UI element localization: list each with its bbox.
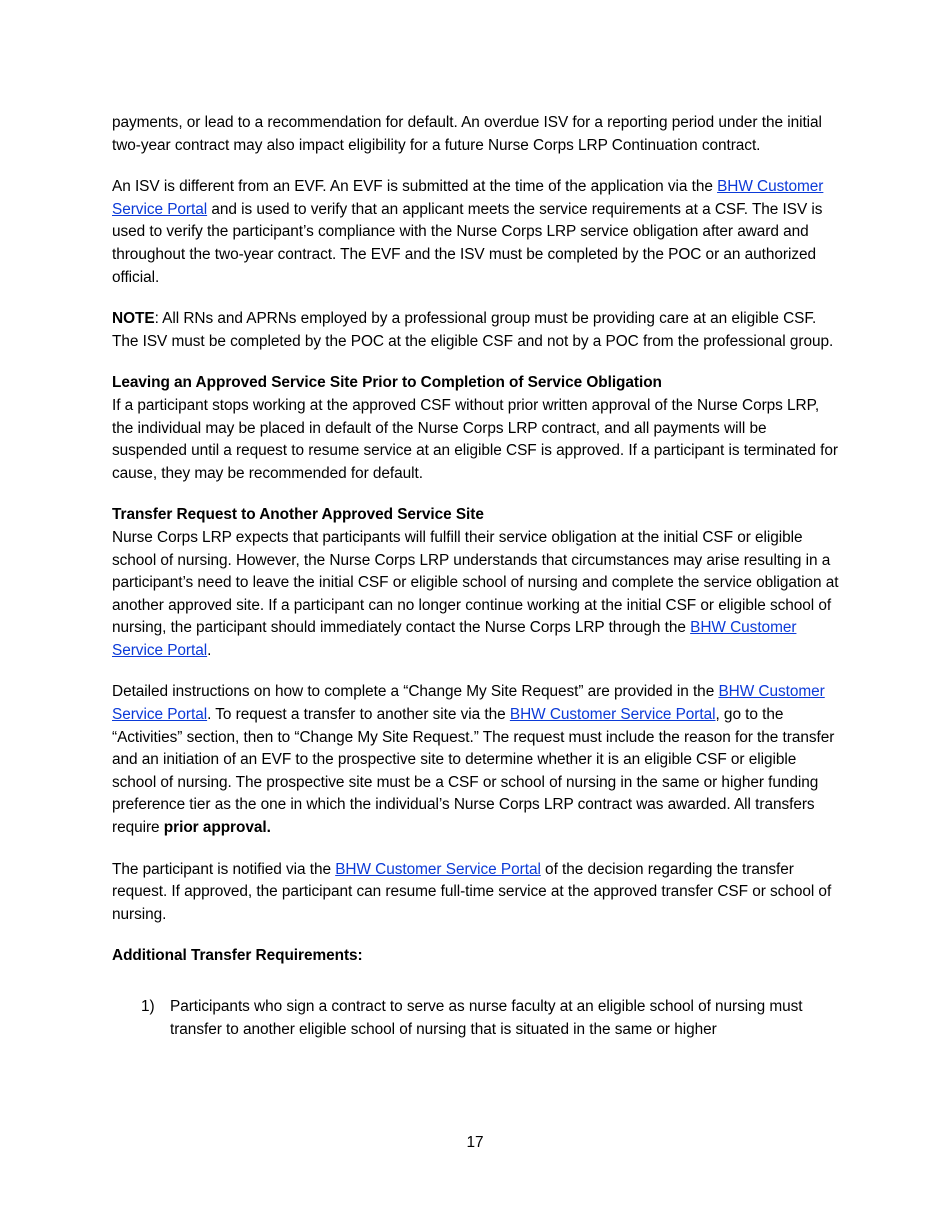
section-leaving-site <box>112 372 840 485</box>
paragraph-notification <box>112 859 840 927</box>
section-transfer-request <box>112 504 840 662</box>
paragraph-text: payments, or lead to a recommendation for default. An overdue ISV for a reporting period under the initial two-year contract may also impact eligibility for a future Nurse Corps LRP Continuation contract. <box>112 114 822 154</box>
list-item-number: 1) <box>141 998 155 1015</box>
document-page <box>112 112 840 1041</box>
paragraph-change-site-instructions <box>112 681 840 839</box>
paragraph-text: . To request a transfer to another site via the <box>207 706 510 724</box>
paragraph-text: Detailed instructions on how to complete a “Change My Site Request” are provided in the <box>112 683 719 701</box>
paragraph-text: . <box>207 641 212 659</box>
section-heading-leaving: Leaving an Approved Service Site Prior to Completion of Service Obligation <box>112 374 662 392</box>
bhw-portal-link[interactable]: BHW Customer Service Portal <box>335 860 541 878</box>
paragraph-text: The participant is notified via the <box>112 860 336 878</box>
paragraph-text: Nurse Corps LRP expects that participants will fulfill their service obligation at the initial CSF or eligible school of nursing. However, the Nurse Corps LRP understands that circumstances may arise resulting in a participant’s need to leave the initial CSF or eligible school of nursing and complete the service obligation at another approved site. If a participant can no longer continue working at the initial CSF or eligible school of nursing, the participant should immediately contact the Nurse Corps LRP through the <box>112 528 839 637</box>
requirements-list <box>112 996 840 1041</box>
bhw-portal-link[interactable]: BHW Customer Service Portal <box>112 683 825 724</box>
note-text: : All RNs and APRNs employed by a professional group must be providing care at an eligible CSF. The ISV must be completed by the POC at the eligible CSF and not by a POC from the professional group. <box>112 310 834 350</box>
section-heading-additional: Additional Transfer Requirements: <box>112 947 363 965</box>
paragraph-note <box>112 308 840 353</box>
paragraph-text: of the decision regarding the transfer request. If approved, the participant can resume full-time service at the approved transfer CSF or school of nursing. <box>112 860 832 923</box>
paragraph-isv-vs-evf <box>112 176 840 289</box>
note-label: NOTE <box>112 310 155 328</box>
section-heading-transfer: Transfer Request to Another Approved Service Site <box>112 506 484 524</box>
paragraph-text: , go to the “Activities” section, then to “Change My Site Request.” The request must include the reason for the transfer and an initiation of an EVF to the prospective site to determine whether it is an eligible CSF or eligible school of nursing. The prospective site must be a CSF or school of nursing in the same or higher funding preference tier as the one in which the individual’s Nurse Corps LRP contract was awarded. All transfers require <box>112 706 835 837</box>
paragraph-overdue-isv <box>112 112 840 157</box>
prior-approval-emphasis: prior approval. <box>163 819 271 837</box>
list-item-text: Participants who sign a contract to serve as nurse faculty at an eligible school of nursing must transfer to another eligible school of nursing that is situated in the same or higher <box>170 998 803 1038</box>
section-additional-requirements <box>112 945 840 1041</box>
bhw-portal-link[interactable]: BHW Customer Service Portal <box>509 706 716 724</box>
bhw-portal-link[interactable]: BHW Customer Service Portal <box>112 178 824 218</box>
paragraph-text: An ISV is different from an EVF. An EVF is submitted at the time of the application via the <box>112 178 718 196</box>
paragraph-text: and is used to verify that an applicant meets the service requirements at a CSF. The ISV is used to verify the participant’s compliance with the Nurse Corps LRP service obligation after award and throughout the two-year contract. The EVF and the ISV must be completed by the POC or an authorized official. <box>112 200 823 286</box>
section-body-leaving: If a participant stops working at the approved CSF without prior written approval of the Nurse Corps LRP, the individual may be placed in default of the Nurse Corps LRP contract, and all payments will be suspended until a request to resume service at an eligible CSF is approved. If a participant is terminated for cause, they may be recommended for default. <box>112 396 838 482</box>
list-item <box>112 996 840 1041</box>
section-body-transfer <box>112 527 840 663</box>
bhw-portal-link[interactable]: BHW Customer Service Portal <box>112 619 797 659</box>
page-number: 17 <box>466 1134 484 1151</box>
